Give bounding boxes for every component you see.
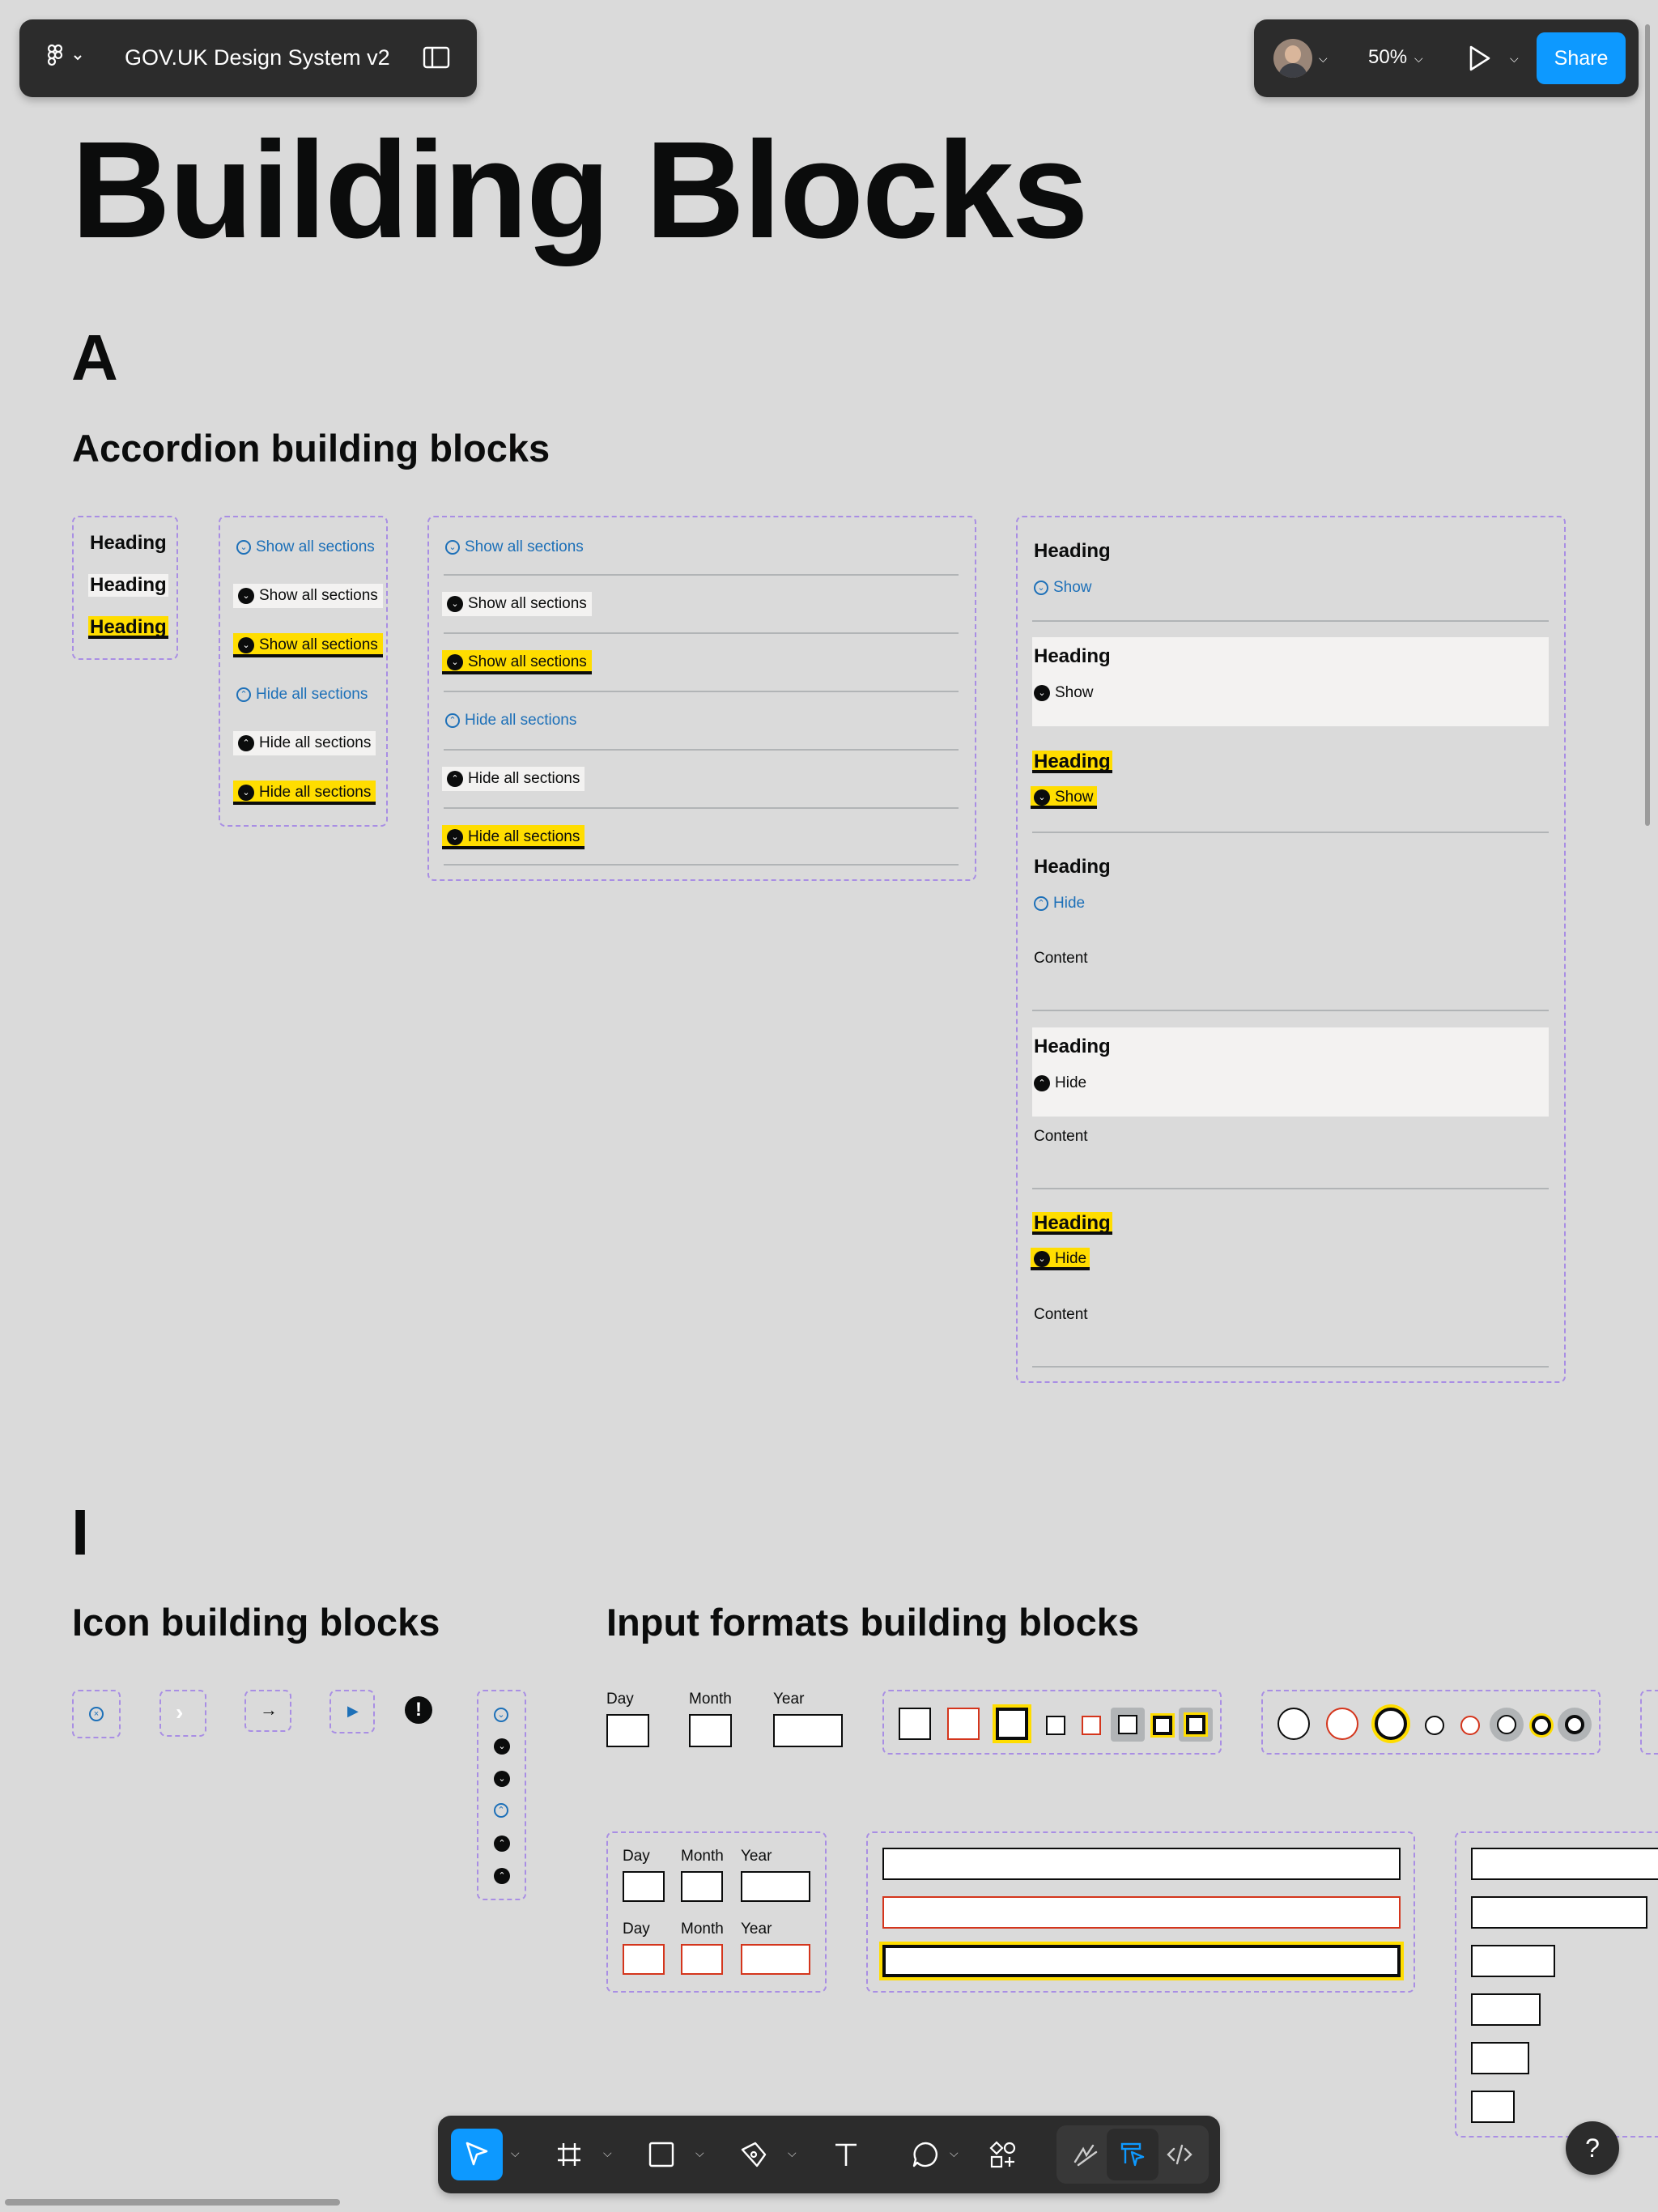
checkbox-error[interactable] — [947, 1708, 980, 1740]
text-input-width-large[interactable] — [1471, 1896, 1647, 1929]
show-all-label: Show all sections — [259, 587, 378, 604]
radio-error[interactable] — [1326, 1708, 1358, 1740]
chevron-down-dot-icon: ⌄ — [1034, 789, 1050, 806]
chevron-down-dot-icon: ⌄ — [447, 596, 463, 612]
draw-mode-icon[interactable] — [1060, 2129, 1112, 2180]
chevron-up-dot-icon: ⌃ — [238, 735, 254, 751]
present-play-icon[interactable] — [1463, 42, 1495, 74]
share-button[interactable]: Share — [1537, 32, 1626, 84]
icon-frame-play[interactable] — [329, 1690, 375, 1733]
chevron-right-icon: › — [176, 1699, 184, 1725]
hide-all-hover — [233, 731, 376, 755]
section-heading: Heading — [1034, 540, 1111, 562]
toggle-label: Show — [1055, 789, 1094, 806]
chevron-down-circle-icon: ⌄ — [445, 540, 460, 555]
checkbox-small-hover[interactable] — [1111, 1708, 1145, 1742]
hide-all-focus — [442, 825, 585, 849]
chevron-up-circle-icon: ⌃ — [236, 687, 251, 702]
date-day-input[interactable] — [623, 1871, 665, 1902]
show-all-focus — [442, 650, 592, 674]
pen-tool-icon[interactable] — [728, 2129, 780, 2180]
move-tool-chevron-icon[interactable]: ⌵ — [511, 2146, 520, 2159]
text-tool-icon[interactable] — [820, 2129, 872, 2180]
date-month-input-error[interactable] — [681, 1944, 723, 1975]
show-all-link — [445, 538, 584, 556]
date-day-label: Day — [606, 1691, 634, 1708]
section-heading: Heading — [1034, 1036, 1111, 1057]
accordion-controls-frame[interactable] — [219, 516, 388, 827]
icon-frame-chevron-column[interactable] — [477, 1690, 526, 1900]
date-group-frame[interactable] — [606, 1831, 827, 1993]
divider — [444, 691, 959, 692]
comment-tool-icon[interactable] — [899, 2129, 951, 2180]
chevron-up-dot-icon: ⌃ — [494, 1836, 510, 1852]
zoom-level[interactable]: 50% — [1368, 46, 1408, 68]
vertical-scrollbar[interactable] — [1645, 24, 1650, 826]
radio-small-focus-hover[interactable] — [1558, 1708, 1592, 1742]
toggle-label: Hide — [1053, 895, 1086, 912]
date-year-input[interactable] — [741, 1871, 810, 1902]
show-all-label: Show all sections — [259, 636, 378, 653]
chevron-down-dot-icon: ⌄ — [1034, 1251, 1050, 1267]
section-heading: Heading — [1034, 856, 1111, 878]
divider — [1032, 620, 1549, 622]
toggle-label: Hide — [1055, 1250, 1087, 1267]
offscreen-frame-edge[interactable] — [1640, 1690, 1658, 1755]
chevron-down-circle-icon: ⌄ — [236, 540, 251, 555]
icon-frame-chevron[interactable] — [159, 1690, 206, 1737]
date-year-label: Year — [741, 1921, 772, 1938]
show-all-link — [236, 538, 375, 556]
checkbox-small-default[interactable] — [1046, 1716, 1065, 1735]
radio-default[interactable] — [1278, 1708, 1310, 1740]
text-input-error[interactable] — [882, 1896, 1401, 1929]
chevron-down-dot-icon: ⌄ — [447, 654, 463, 670]
text-input-width-xxsmall[interactable] — [1471, 2091, 1515, 2123]
chevron-down-dot-icon: ⌄ — [494, 1771, 510, 1787]
radio-small-default[interactable] — [1425, 1716, 1444, 1735]
mode-switcher — [1056, 2125, 1209, 2184]
tools-toolbar — [438, 2116, 1220, 2193]
section-letter-i: I — [71, 1496, 90, 1568]
show-all-label: Show all sections — [468, 595, 587, 612]
hide-all-label: Hide all sections — [259, 784, 372, 801]
chevron-down-circle-icon: ⌄ — [1034, 581, 1048, 595]
section-toggle-focus — [1031, 786, 1097, 809]
radio-states-frame[interactable] — [1261, 1690, 1601, 1755]
move-tool-icon[interactable] — [451, 2129, 503, 2180]
heading-hover: Heading — [90, 574, 167, 596]
toggle-label: Show — [1053, 579, 1092, 596]
design-mode-icon[interactable] — [1107, 2129, 1158, 2180]
chevron-up-dot-icon: ⌃ — [1034, 1075, 1050, 1091]
dev-mode-icon[interactable] — [1154, 2129, 1205, 2180]
section-heading-focus: Heading — [1034, 1212, 1111, 1234]
divider — [444, 807, 959, 809]
rectangle-tool-chevron-icon[interactable]: ⌵ — [695, 2146, 704, 2159]
warning-icon: ! — [405, 1696, 432, 1724]
actions-tool-icon[interactable] — [977, 2129, 1029, 2180]
checkbox-small-focus[interactable] — [1153, 1716, 1172, 1735]
figma-menu-icon[interactable] — [44, 44, 87, 73]
date-year-label: Year — [741, 1848, 772, 1865]
date-day-input-error[interactable] — [623, 1944, 665, 1975]
hide-all-label: Hide all sections — [465, 712, 577, 729]
section-heading-focus: Heading — [1034, 751, 1111, 772]
chevron-down-circle-icon: ⌄ — [494, 1708, 508, 1722]
divider — [444, 749, 959, 751]
section-toggle-focus — [1031, 1248, 1090, 1270]
date-year-input-error[interactable] — [741, 1944, 810, 1975]
horizontal-scrollbar[interactable] — [5, 2199, 340, 2206]
date-year-label: Year — [773, 1691, 805, 1708]
chevron-down-dot-icon: ⌄ — [447, 829, 463, 845]
sidebar-toggle-icon[interactable] — [423, 45, 450, 70]
rectangle-tool-icon[interactable] — [636, 2129, 687, 2180]
icon-frame-close[interactable] — [72, 1690, 121, 1738]
checkbox-states-frame[interactable] — [882, 1690, 1222, 1755]
section-toggle — [1034, 579, 1092, 597]
show-all-label: Show all sections — [465, 538, 584, 555]
date-month-label: Month — [681, 1848, 724, 1865]
file-name[interactable]: GOV.UK Design System v2 — [125, 45, 390, 70]
section-letter-a: A — [71, 321, 118, 393]
chevron-down-dot-icon: ⌄ — [494, 1738, 510, 1755]
hide-all-link — [445, 712, 576, 730]
chevron-down-dot-icon: ⌄ — [238, 785, 254, 801]
close-circle-icon: × — [89, 1707, 104, 1721]
frame-tool-chevron-icon[interactable]: ⌵ — [603, 2146, 612, 2159]
checkbox-small-error[interactable] — [1082, 1716, 1101, 1735]
radio-focus[interactable] — [1375, 1708, 1407, 1740]
avatar-chevron-down-icon[interactable]: ⌵ — [1319, 52, 1328, 65]
frame-tool-icon[interactable] — [543, 2129, 595, 2180]
hide-all-label: Hide all sections — [468, 828, 580, 845]
accordion-headings-frame[interactable] — [72, 516, 178, 660]
chevron-up-circle-icon: ⌃ — [445, 713, 460, 728]
checkbox-focus[interactable] — [996, 1708, 1028, 1740]
hide-all-hover — [442, 767, 585, 791]
accordion-sections-frame[interactable] — [1016, 516, 1566, 1383]
show-all-hover — [233, 584, 383, 608]
hide-all-label: Hide all sections — [468, 770, 580, 787]
section-toggle — [1034, 1074, 1086, 1092]
divider — [444, 632, 959, 634]
radio-small-focus[interactable] — [1532, 1716, 1551, 1735]
text-input-width-xsmall[interactable] — [1471, 2042, 1529, 2074]
chevron-up-circle-icon: ⌃ — [494, 1803, 508, 1818]
divider — [1032, 1188, 1549, 1189]
toggle-label: Show — [1055, 684, 1094, 701]
divider — [1032, 1010, 1549, 1011]
date-day-label: Day — [623, 1921, 650, 1938]
section-heading: Heading — [1034, 645, 1111, 667]
show-all-label: Show all sections — [468, 653, 587, 670]
date-month-input[interactable] — [689, 1714, 732, 1747]
play-triangle-icon: ▶ — [347, 1703, 359, 1719]
text-input-default[interactable] — [882, 1848, 1401, 1880]
show-all-focus — [233, 633, 383, 657]
accordion-section-heading: Accordion building blocks — [72, 427, 551, 470]
accordion-controls-wide-frame[interactable] — [427, 516, 976, 881]
text-input-width-full[interactable] — [1471, 1848, 1658, 1880]
page-title: Building Blocks — [71, 113, 1087, 267]
hide-all-link — [236, 686, 368, 704]
chevron-up-dot-icon: ⌃ — [447, 771, 463, 787]
chevron-down-dot-icon: ⌄ — [238, 588, 254, 604]
chevron-down-dot-icon: ⌄ — [238, 637, 254, 653]
date-month-label: Month — [689, 1691, 732, 1708]
section-content: Content — [1034, 950, 1088, 967]
chevron-up-dot-icon: ⌃ — [494, 1868, 510, 1884]
date-month-label: Month — [681, 1921, 724, 1938]
heading-focus: Heading — [90, 616, 167, 638]
comment-tool-chevron-icon[interactable]: ⌵ — [950, 2146, 959, 2159]
divider — [1032, 832, 1549, 833]
chevron-down-dot-icon: ⌄ — [1034, 685, 1050, 701]
input-section-heading: Input formats building blocks — [606, 1601, 1139, 1644]
text-input-widths-frame[interactable] — [1455, 1831, 1658, 2138]
toggle-label: Hide — [1055, 1074, 1087, 1091]
hide-all-focus — [233, 781, 376, 805]
radio-small-error[interactable] — [1460, 1716, 1480, 1735]
file-toolbar — [19, 19, 477, 97]
icon-frame-arrow[interactable] — [244, 1690, 291, 1732]
present-chevron-down-icon[interactable]: ⌵ — [1510, 52, 1519, 65]
section-toggle — [1034, 684, 1094, 702]
text-input-width-small[interactable] — [1471, 1993, 1541, 2026]
hide-all-label: Hide all sections — [256, 686, 368, 703]
section-content: Content — [1034, 1128, 1088, 1145]
collab-toolbar — [1254, 19, 1639, 97]
date-day-input[interactable] — [606, 1714, 649, 1747]
text-input-focus[interactable] — [882, 1945, 1401, 1977]
pen-tool-chevron-icon[interactable]: ⌵ — [788, 2146, 797, 2159]
heading-default: Heading — [90, 532, 167, 554]
show-all-label: Show all sections — [256, 538, 375, 555]
date-day-label: Day — [623, 1848, 650, 1865]
question-mark-icon: ? — [1585, 2133, 1600, 2163]
checkbox-default[interactable] — [899, 1708, 931, 1740]
chevron-up-circle-icon: ⌃ — [1034, 896, 1048, 911]
text-input-states-frame[interactable] — [866, 1831, 1415, 1993]
arrow-right-icon: → — [260, 1699, 278, 1720]
hide-all-label: Hide all sections — [259, 734, 372, 751]
divider — [444, 864, 959, 866]
section-toggle — [1034, 895, 1085, 912]
radio-small-hover[interactable] — [1490, 1708, 1524, 1742]
date-year-input[interactable] — [773, 1714, 843, 1747]
icon-section-heading: Icon building blocks — [72, 1601, 440, 1644]
divider — [444, 574, 959, 576]
divider — [1032, 1366, 1549, 1368]
date-month-input[interactable] — [681, 1871, 723, 1902]
text-input-width-medium[interactable] — [1471, 1945, 1555, 1977]
section-content: Content — [1034, 1306, 1088, 1323]
zoom-chevron-down-icon[interactable]: ⌵ — [1414, 52, 1423, 65]
avatar[interactable] — [1273, 39, 1312, 78]
help-button[interactable] — [1566, 2121, 1619, 2175]
checkbox-small-focus-hover[interactable] — [1179, 1708, 1213, 1742]
show-all-hover — [442, 592, 592, 616]
